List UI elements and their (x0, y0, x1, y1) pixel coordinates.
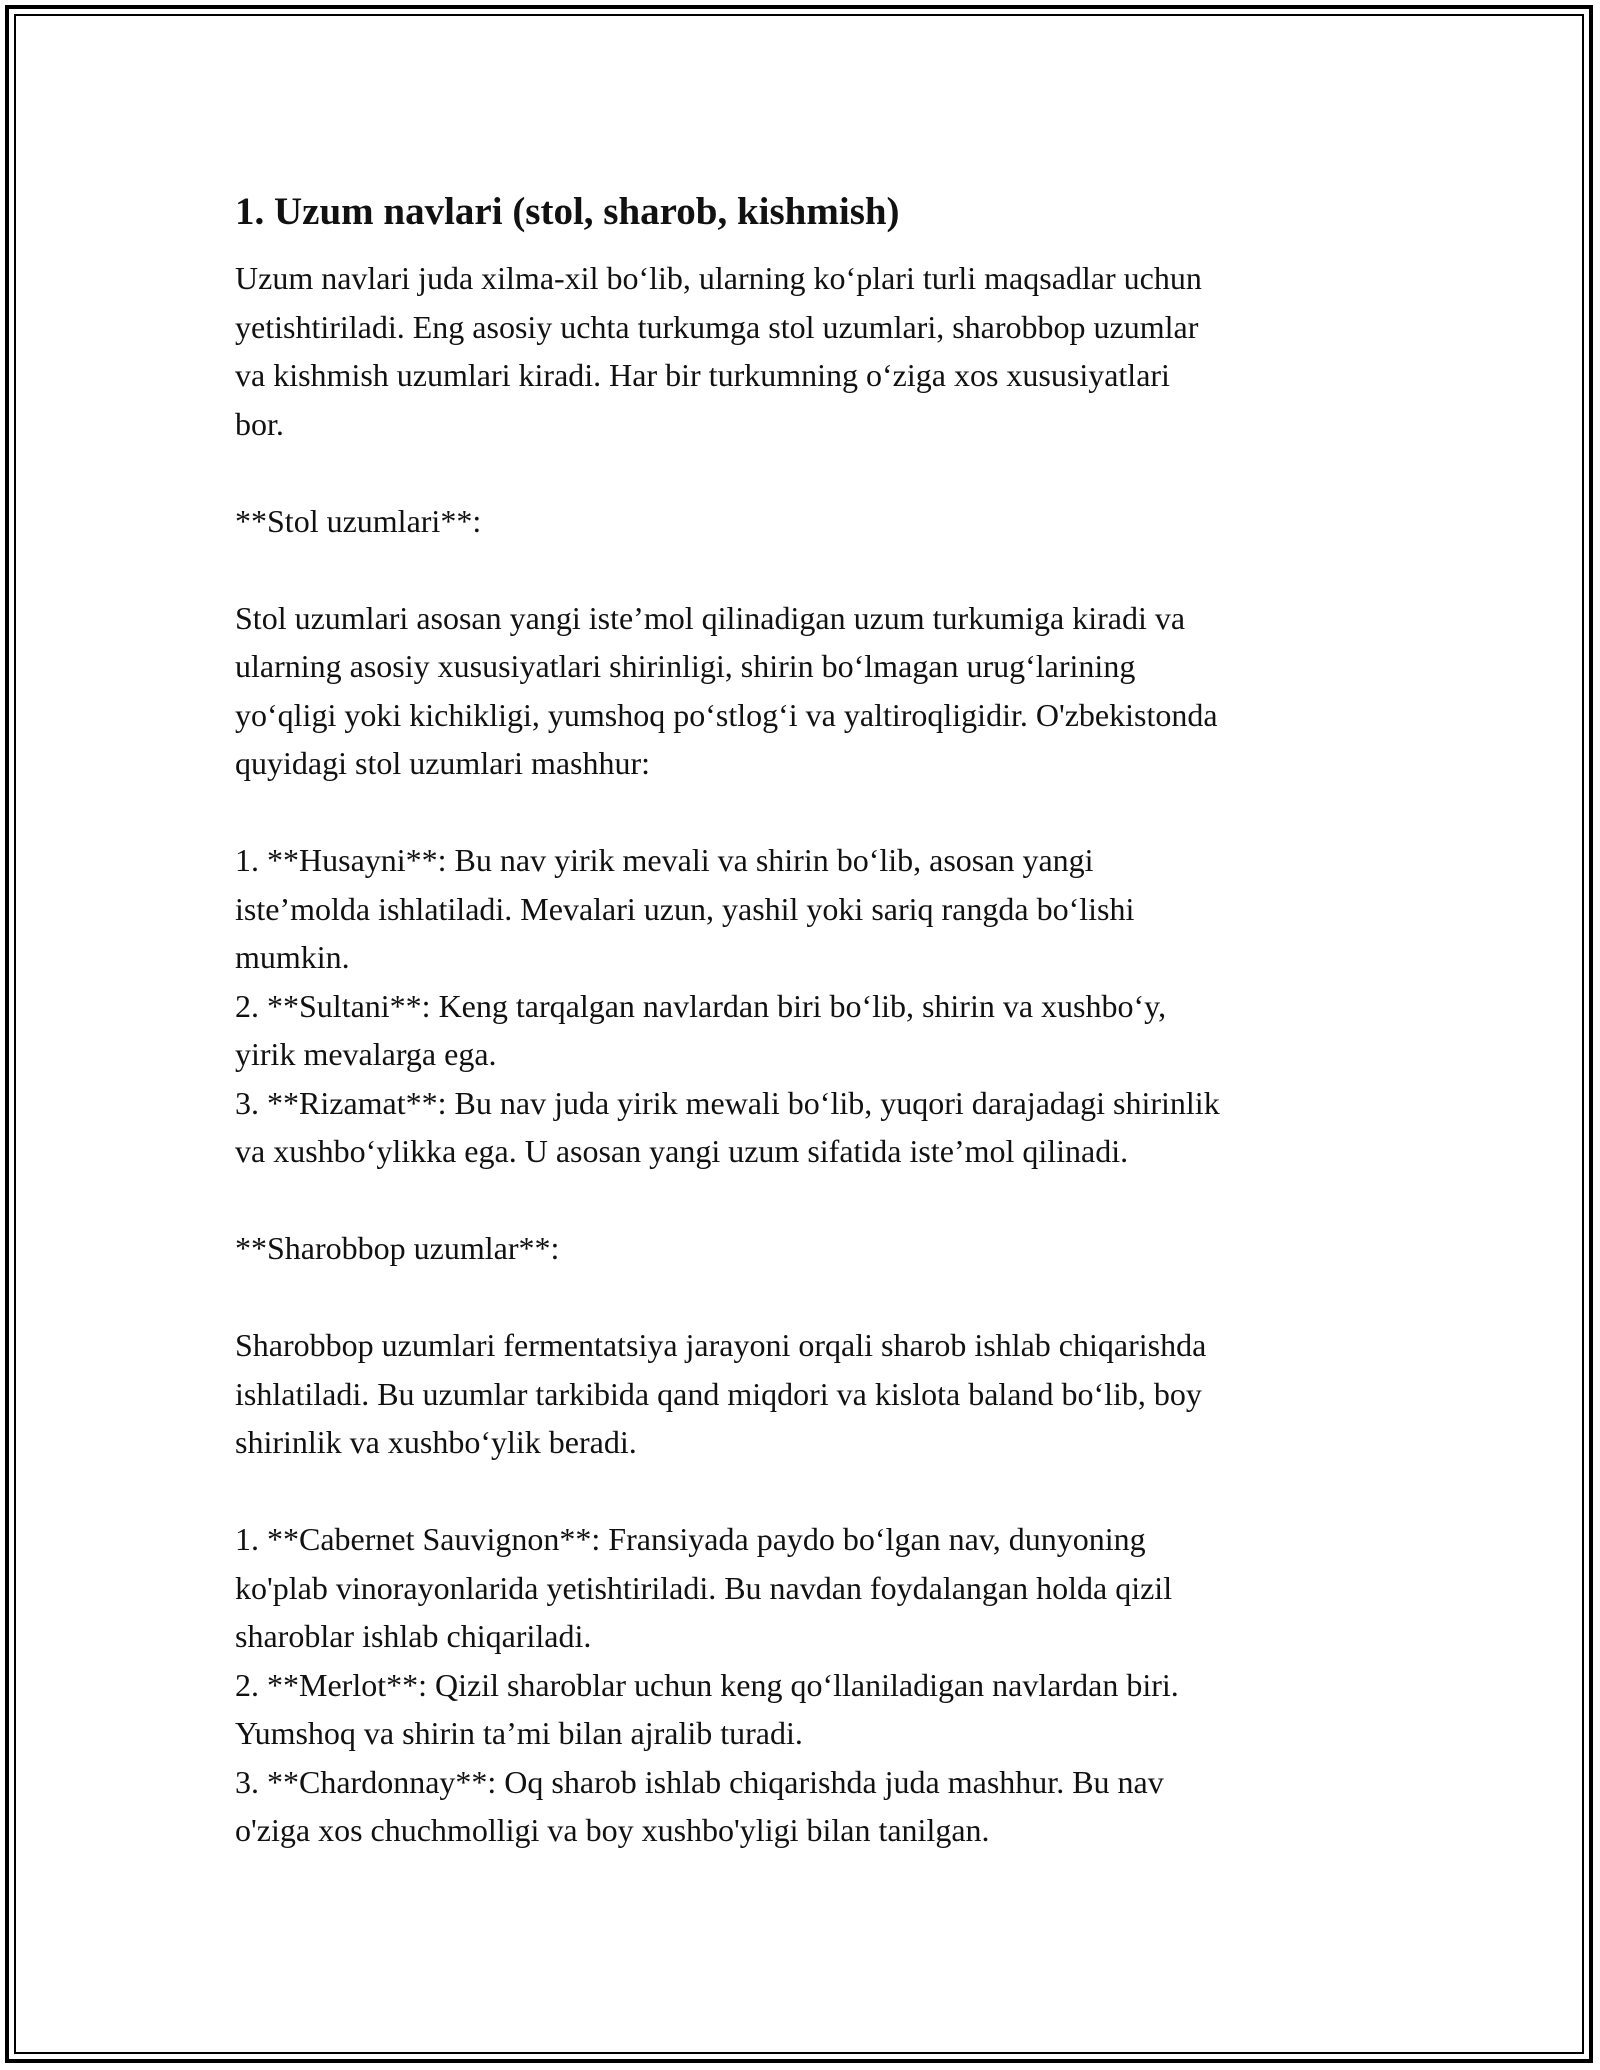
list-line: 2. **Sultani**: Keng tarqalgan navlardan biri bo‘lib, shirin va xushbo‘y, (235, 987, 1167, 1024)
text-line: bor. (235, 405, 284, 442)
paragraph-gap (235, 788, 1370, 837)
text-line: ularning asosiy xususiyatlari shirinligi, shirin bo‘lmagan urug‘larining (235, 648, 1136, 684)
paragraph-gap (235, 545, 1370, 594)
list-line: o'ziga xos chuchmolligi va boy xushbo'yligi bilan tanilgan. (235, 1812, 990, 1848)
table-grapes-list (235, 836, 1370, 1176)
wine-grapes-list (235, 1515, 1370, 1855)
text-line: yetishtiriladi. Eng asosiy uchta turkumga stol uzumlari, sharobbop uzumlar (235, 308, 1199, 345)
paragraph-gap (235, 1273, 1370, 1322)
text-line: shirinlik va xushbo‘ylik beradi. (235, 1424, 637, 1460)
text-line: va kishmish uzumlari kiradi. Har bir turkumning o‘ziga xos xususiyatlari (235, 357, 1170, 393)
text-line: Sharobbop uzumlari fermentatsiya jarayoni orqali sharob ishlab chiqarishda (235, 1327, 1207, 1363)
table-grapes-paragraph (235, 594, 1370, 788)
paragraph-gap (235, 1176, 1370, 1225)
list-line: Yumshoq va shirin ta’mi bilan ajralib turadi. (235, 1715, 803, 1751)
list-line: 3. **Chardonnay**: Oq sharob ishlab chiqarishda juda mashhur. Bu nav (235, 1763, 1164, 1800)
paragraph-gap (235, 1467, 1370, 1516)
list-line: 1. **Cabernet Sauvignon**: Fransiyada paydo bo‘lgan nav, dunyoning (235, 1521, 1146, 1557)
list-line: 1. **Husayni**: Bu nav yirik mevali va shirin bo‘lib, asosan yangi (235, 842, 1094, 878)
paragraph-gap (235, 448, 1370, 497)
section-heading-table-grapes: **Stol uzumlari**: (235, 502, 482, 539)
list-line: 3. **Rizamat**: Bu nav juda yirik mewali bo‘lib, yuqori darajadagi shirinlik (235, 1084, 1220, 1121)
document-title: 1. Uzum navlari (stol, sharob, kishmish) (235, 190, 900, 233)
list-line: mumkin. (235, 939, 350, 975)
text-line: yo‘qligi yoki kichikligi, yumshoq po‘stlog‘i va yaltiroqligidir. O'zbekistonda (235, 696, 1218, 733)
text-line: Uzum navlari juda xilma-xil bo‘lib, ularning ko‘plari turli maqsadlar uchun (235, 260, 1202, 296)
list-line: 2. **Merlot**: Qizil sharoblar uchun keng qo‘llaniladigan navlardan biri. (235, 1666, 1179, 1703)
list-line: va xushbo‘ylikka ega. U asosan yangi uzum sifatida iste’mol qilinadi. (235, 1133, 1129, 1169)
list-line: sharoblar ishlab chiqariladi. (235, 1618, 592, 1654)
wine-grapes-paragraph (235, 1321, 1370, 1467)
text-line: Stol uzumlari asosan yangi iste’mol qilinadigan uzum turkumiga kiradi va (235, 599, 1186, 636)
intro-paragraph (235, 254, 1370, 448)
text-line: quyidagi stol uzumlari mashhur: (235, 745, 651, 781)
list-line: ko'plab vinorayonlarida yetishtiriladi. Bu navdan foydalangan holda qizil (235, 1569, 1173, 1606)
text-line: ishlatiladi. Bu uzumlar tarkibida qand miqdori va kislota baland bo‘lib, boy (235, 1375, 1202, 1412)
section-heading-wine-grapes: **Sharobbop uzumlar**: (235, 1230, 560, 1266)
list-line: yirik mevalarga ega. (235, 1036, 497, 1072)
list-line: iste’molda ishlatiladi. Mevalari uzun, yashil yoki sariq rangda bo‘lishi (235, 890, 1135, 927)
document-body (235, 184, 1370, 1855)
